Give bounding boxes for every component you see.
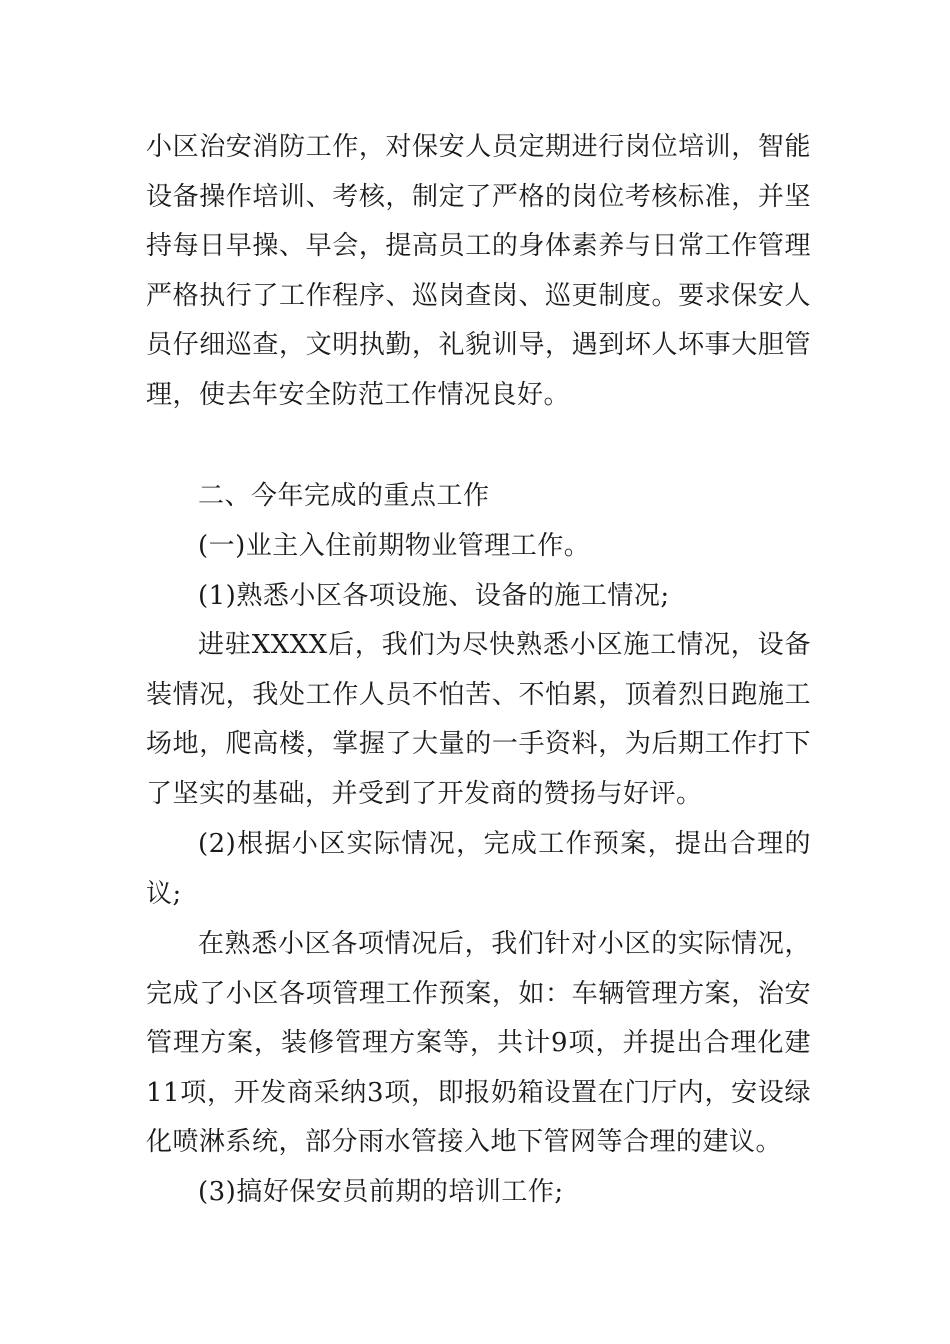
text-line: 场地，爬高楼，掌握了大量的一手资料，为后期工作打下 [146, 729, 811, 759]
paragraph-security-training [146, 123, 811, 420]
text-line: 持每日早操、早会，提高员工的身体素养与日常工作管理 [146, 231, 811, 261]
text-line: 小区治安消防工作，对保安人员定期进行岗位培训，智能 [146, 132, 811, 162]
section-heading [146, 472, 811, 522]
text-line: 管理方案，装修管理方案等，共计9项，并提出合理化建 [146, 1028, 811, 1058]
sub-heading-text: (一)业主入住前期物业管理工作。 [198, 531, 591, 561]
paragraph-site-familiarization [146, 621, 811, 819]
paragraph-work-plans [146, 920, 811, 1168]
text-line: 了坚实的基础，并受到了开发商的赞扬与好评。 [146, 778, 703, 809]
text-line: 11项，开发商采纳3项，即报奶箱设置在门厅内，安设绿 [146, 1077, 811, 1108]
text-line: 进驻XXXX后，我们为尽快熟悉小区施工情况，设备 [198, 630, 811, 660]
list-item-text: 议; [146, 878, 182, 909]
heading-text: 二、今年完成的重点工作 [198, 481, 490, 511]
text-line: 员仔细巡查，文明执勤，礼貌训导，遇到坏人坏事大胆管 [146, 330, 811, 360]
text-line: 装情况，我处工作人员不怕苦、不怕累，顶着烈日跑施工 [146, 679, 811, 710]
text-line: 在熟悉小区各项情况后，我们针对小区的实际情况， [198, 929, 811, 959]
list-item-text: (3)搞好保安员前期的培训工作; [198, 1177, 564, 1207]
list-item-1 [146, 572, 811, 622]
list-item-text: (2)根据小区实际情况，完成工作预案，提出合理的 [198, 829, 811, 859]
text-line: 理，使去年安全防范工作情况良好。 [146, 379, 571, 410]
text-line: 完成了小区各项管理工作预案，如：车辆管理方案，治安 [146, 978, 811, 1009]
list-item-3 [146, 1168, 811, 1218]
list-item-2 [146, 820, 811, 919]
text-line: 化喷淋系统，部分雨水管接入地下管网等合理的建议。 [146, 1127, 783, 1157]
list-item-text: (1)熟悉小区各项设施、设备的施工情况; [198, 581, 670, 611]
text-line: 严格执行了工作程序、巡岗查岗、巡更制度。要求保安人 [146, 280, 811, 311]
text-line: 设备操作培训、考核，制定了严格的岗位考核标准，并坚 [146, 181, 811, 212]
sub-heading [146, 522, 811, 572]
